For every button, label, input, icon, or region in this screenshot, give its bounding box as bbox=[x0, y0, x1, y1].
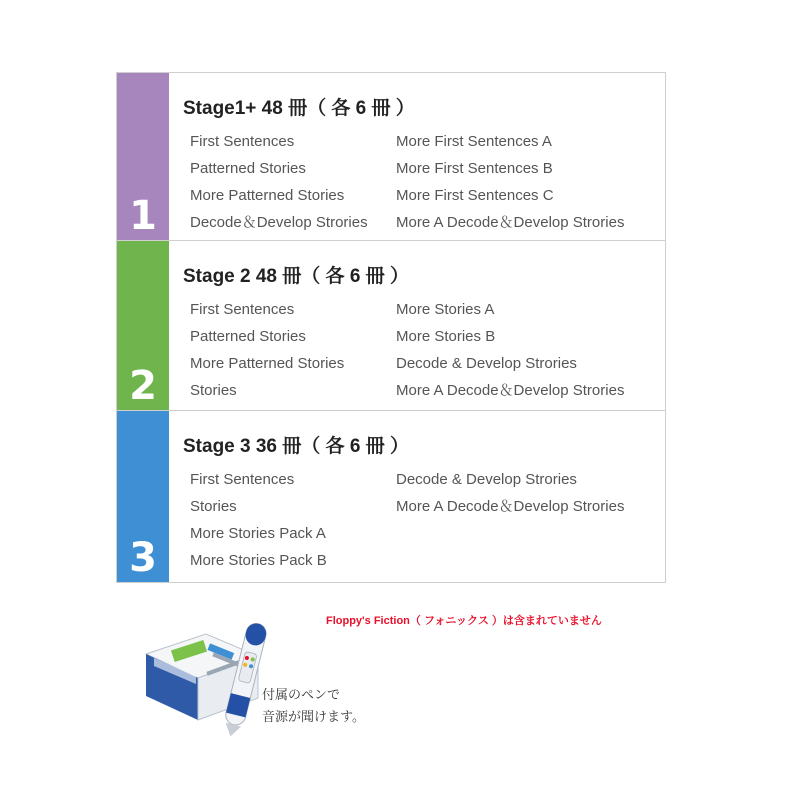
stage-2-color-bar bbox=[117, 241, 169, 410]
series-item: More Stories Pack B bbox=[190, 552, 327, 569]
series-item: More First Sentences B bbox=[396, 160, 553, 177]
pen-caption bbox=[262, 684, 365, 728]
series-item: More First Sentences A bbox=[396, 133, 552, 150]
series-item: Decode & Develop Strories bbox=[396, 355, 577, 372]
stage-3-content bbox=[169, 411, 665, 582]
stage-1-title: Stage1+ 48 冊（ 各 6 冊 ） bbox=[183, 98, 415, 119]
series-item: First Sentences bbox=[190, 133, 295, 150]
stage-2-title: Stage 2 48 冊（ 各 6 冊 ） bbox=[183, 266, 409, 287]
series-item: Patterned Stories bbox=[190, 328, 306, 345]
stage-1-right-column bbox=[396, 128, 665, 236]
series-item: Stories bbox=[190, 498, 237, 515]
stage-2-series bbox=[183, 296, 665, 404]
stage-2-content bbox=[169, 241, 665, 410]
stage-list bbox=[116, 72, 666, 583]
series-item: More Stories A bbox=[396, 301, 495, 318]
stage-1-block bbox=[116, 72, 666, 241]
series-item: First Sentences bbox=[190, 301, 295, 318]
series-item: More Patterned Stories bbox=[190, 355, 345, 372]
reading-pen-box-icon bbox=[136, 612, 276, 742]
series-item: More A Decode＆Develop Strories bbox=[396, 382, 625, 399]
stage-1-series bbox=[183, 128, 665, 236]
series-item: More Stories Pack A bbox=[190, 525, 326, 542]
stage-3-color-bar bbox=[117, 411, 169, 582]
series-item: Decode＆Develop Strories bbox=[190, 214, 368, 231]
stage-3-left-column bbox=[190, 466, 396, 574]
series-item: More A Decode＆Develop Strories bbox=[396, 498, 625, 515]
series-item: More Patterned Stories bbox=[190, 187, 345, 204]
stage-2-number: 2 bbox=[129, 363, 157, 409]
stage-1-color-bar bbox=[117, 73, 169, 240]
stage-2-right-column bbox=[396, 296, 665, 404]
stage-3-series bbox=[183, 466, 665, 574]
series-item: First Sentences bbox=[190, 471, 295, 488]
pen-caption-line-2: 音源が聞けます。 bbox=[262, 709, 365, 724]
stage-1-left-column bbox=[190, 128, 396, 236]
excluded-notice: Floppy's Fiction（ フォニックス ）は含まれていません bbox=[326, 615, 602, 627]
series-item: Patterned Stories bbox=[190, 160, 306, 177]
stage-3-right-column bbox=[396, 466, 665, 574]
stage-3-number: 3 bbox=[129, 535, 157, 581]
pen-caption-line-1: 付属のペンで bbox=[262, 687, 341, 702]
series-item: More Stories B bbox=[396, 328, 496, 345]
series-item: Stories bbox=[190, 382, 237, 399]
stage-3-title: Stage 3 36 冊（ 各 6 冊 ） bbox=[183, 436, 409, 457]
series-item: More First Sentences C bbox=[396, 187, 554, 204]
stage-3-block bbox=[116, 411, 666, 583]
stage-2-left-column bbox=[190, 296, 396, 404]
stage-1-content bbox=[169, 73, 665, 240]
series-item: Decode & Develop Strories bbox=[396, 471, 577, 488]
stage-2-block bbox=[116, 241, 666, 411]
series-item: More A Decode＆Develop Strories bbox=[396, 214, 625, 231]
stage-1-number: 1 bbox=[129, 193, 157, 239]
